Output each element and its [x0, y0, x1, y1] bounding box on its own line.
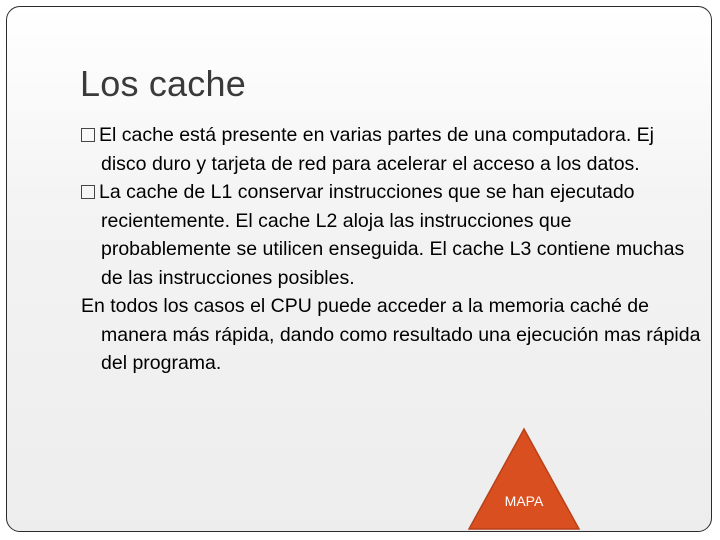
- mapa-button-label: MAPA: [504, 493, 544, 509]
- slide-frame: [6, 6, 712, 532]
- slide-body: [81, 121, 701, 378]
- paragraph-text: La cache de L1 conservar instrucciones que se han ejecutado recientemente. El cache L2 aloja las instrucciones que probablemente se utilicen enseguida. El cache L3 contiene muchas de las instrucciones posibles.: [99, 181, 685, 289]
- checkbox-bullet-icon: [81, 128, 95, 142]
- checkbox-bullet-icon: [81, 185, 95, 199]
- triangle-icon: [467, 427, 581, 531]
- bullet-paragraph-2: [81, 178, 701, 292]
- bullet-paragraph-1: [81, 121, 701, 178]
- paragraph-text: El cache está presente en varias partes de una computadora. Ej disco duro y tarjeta de red para acelerar el acceso a los datos.: [99, 124, 654, 175]
- slide-title: Los cache: [80, 63, 246, 104]
- paragraph-3: [81, 292, 701, 378]
- paragraph-text: En todos los casos el CPU puede acceder a la memoria caché de manera más rápida, dando como resultado una ejecución mas rápida del programa.: [81, 295, 701, 374]
- mapa-button[interactable]: [467, 427, 581, 531]
